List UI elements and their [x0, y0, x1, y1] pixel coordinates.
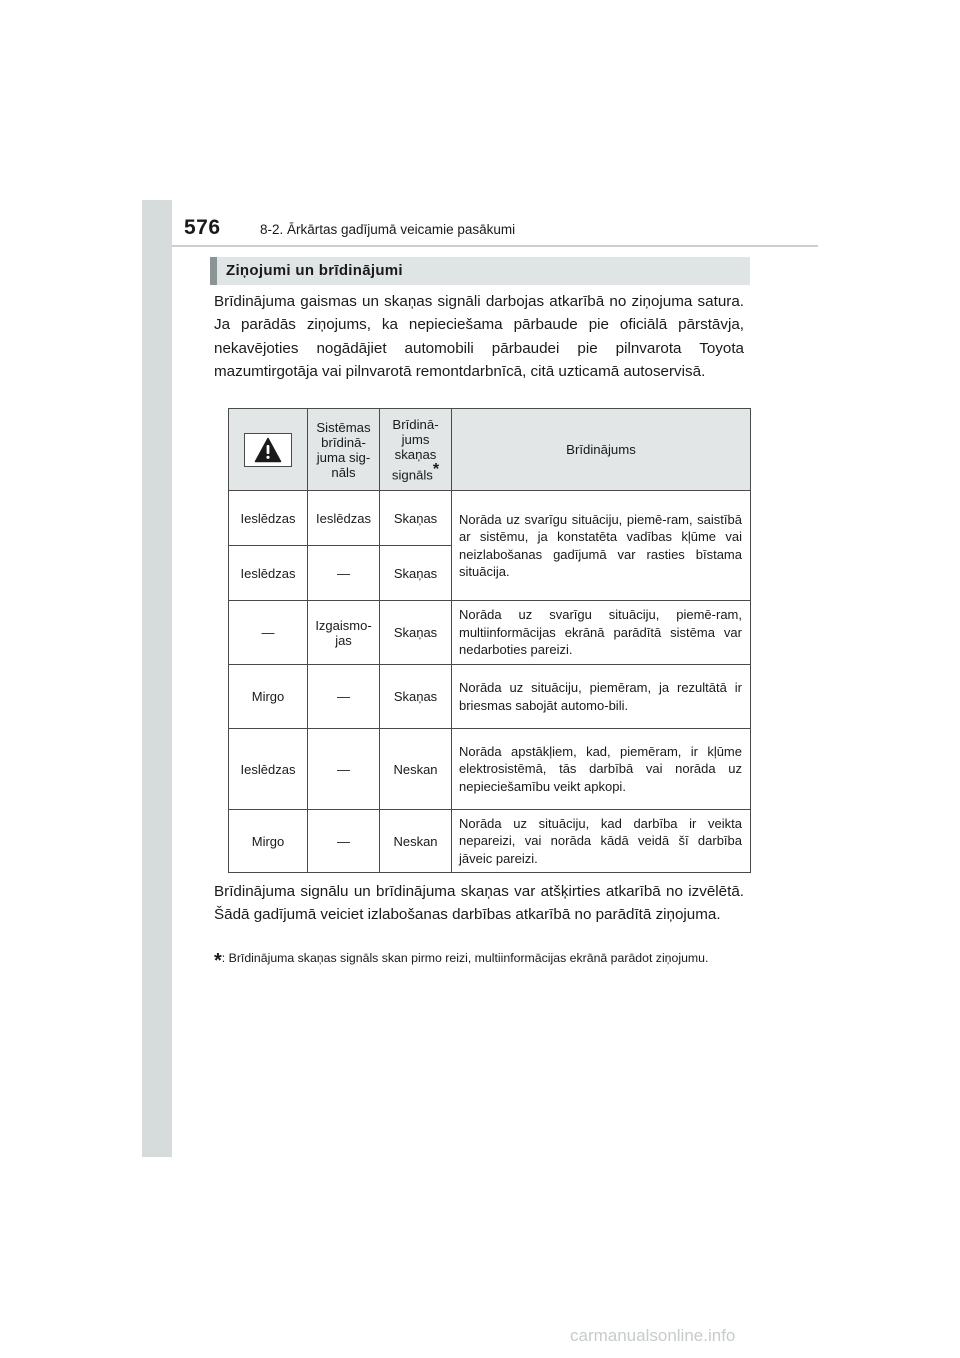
- row1-icon-col: Ieslēdzas: [229, 491, 308, 546]
- intro-paragraph: Brīdinājuma gaismas un skaņas signāli darbojas atkarībā no ziņojuma satura. Ja parādās ziņojums, ka nepieciešama pārbaude pie oficiālā pārstāvja, nekavējoties nogādājiet automobili pārbaudei pie pilnvarota Toyota mazumtirgotāja vai pilnvarotā remontdarbnīcā, citā uzticamā autoservisā.: [214, 293, 744, 381]
- row4-buzzer: Skaņas: [380, 665, 452, 729]
- row5-buzzer: Neskan: [380, 729, 452, 810]
- section-heading: [210, 257, 750, 285]
- row5-system: —: [308, 729, 380, 810]
- row3-buzzer: Skaņas: [380, 601, 452, 665]
- warning-table: [228, 408, 751, 873]
- row1-system: Ieslēdzas: [308, 491, 380, 546]
- warning-triangle-icon: [244, 433, 292, 467]
- footnote: [214, 950, 744, 972]
- row6-icon-col: Mirgo: [229, 810, 308, 873]
- row4-icon-col: Mirgo: [229, 665, 308, 729]
- header-divider: [172, 245, 818, 247]
- row1-buzzer: Skaņas: [380, 491, 452, 546]
- row6-system: —: [308, 810, 380, 873]
- section-title: Ziņojumi un brīdinājumi: [226, 262, 403, 279]
- row2-system: —: [308, 546, 380, 601]
- row4-description: Norāda uz situāciju, piemēram, ja rezultātā ir briesmas sabojāt automo-bili.: [452, 665, 751, 729]
- header-buzzer-line2: jums: [401, 431, 430, 447]
- header-buzzer-line4: signāls: [391, 467, 433, 483]
- header-buzzer-line1: Brīdinā-: [392, 416, 439, 432]
- watermark: carmanualsonline.info: [570, 1326, 736, 1345]
- row6-buzzer: Neskan: [380, 810, 452, 873]
- header-buzzer-line3: skaņas: [394, 446, 437, 462]
- header-warning: Brīdinājums: [452, 409, 751, 491]
- row3-icon-col: —: [229, 601, 308, 665]
- row4-system: —: [308, 665, 380, 729]
- row3-system: Izgaismo-jas: [308, 601, 380, 665]
- footnote-text: : Brīdinājuma skaņas signāls skan pirmo reizi, multiinformācijas ekrānā parādot ziņojumu.: [221, 951, 709, 965]
- row1-description: Norāda uz svarīgu situāciju, piemē-ram, saistībā ar sistēmu, ja konstatēta vadības kļūme vai neizlabošanas gadījumā var rasties bīstama situācija.: [452, 491, 751, 601]
- page-number: 576: [184, 216, 221, 239]
- header-system-light: Sistēmas brīdinā-juma sig-nāls: [308, 409, 380, 491]
- header-icon-cell: [229, 409, 308, 491]
- row5-description: Norāda apstākļiem, kad, piemēram, ir kļūme elektrosistēmā, tās darbībā vai norāda uz nepieciešamību veikt apkopi.: [452, 729, 751, 810]
- row2-buzzer: Skaņas: [380, 546, 452, 601]
- side-strip: [142, 200, 172, 1157]
- row6-description: Norāda uz situāciju, kad darbība ir veikta nepareizi, vai norāda kādā veidā šī darbība jāveic pareizi.: [452, 810, 751, 873]
- chapter-title: 8-2. Ārkārtas gadījumā veicamie pasākumi: [260, 222, 516, 237]
- section-accent: [210, 257, 217, 285]
- row3-description: Norāda uz svarīgu situāciju, piemē-ram, multiinformācijas ekrānā parādītā sistēma var nedarboties pareizi.: [452, 601, 751, 665]
- outro-paragraph: Brīdinājuma signālu un brīdinājuma skaņas var atšķirties atkarībā no izvēlētā. Šādā gadījumā veiciet izlabošanas darbības atkarībā no parādītā ziņojuma.: [214, 883, 744, 924]
- row5-icon-col: Ieslēdzas: [229, 729, 308, 810]
- row2-icon-col: Ieslēdzas: [229, 546, 308, 601]
- footnote-marker: *: [432, 460, 440, 478]
- footnote-star: *: [214, 950, 222, 972]
- header-buzzer: [380, 409, 452, 491]
